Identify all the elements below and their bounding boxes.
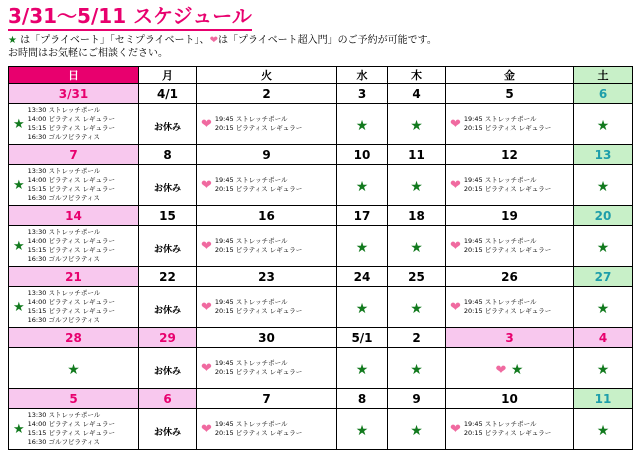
cell-thursday <box>388 348 446 389</box>
date-row <box>9 267 633 287</box>
off-label: お休み <box>153 122 181 133</box>
star-icon: ★ <box>13 177 25 193</box>
date-saturday: 4 <box>574 328 633 348</box>
date-thursday: 4 <box>388 84 446 104</box>
lesson-item: 20:15 ピラティス レギュラー <box>214 124 303 132</box>
lesson-cell-content <box>9 226 138 266</box>
lesson-item: 19:45 ストレッチポール <box>214 115 288 123</box>
cell-thursday <box>388 226 446 267</box>
star-icon: ★ <box>355 117 369 134</box>
lesson-item: 16:30 ゴルフピラティス <box>27 255 100 263</box>
header-friday: 金 <box>446 67 574 84</box>
lesson-item: 19:45 ストレッチポール <box>214 298 288 306</box>
cell-friday <box>446 165 574 206</box>
cell-saturday <box>574 104 633 145</box>
date-monday: 4/1 <box>139 84 197 104</box>
date-tuesday: 2 <box>197 84 337 104</box>
heart-icon: ❤ <box>201 238 212 254</box>
lesson-item: 19:45 ストレッチポール <box>214 237 288 245</box>
page-title: 3/31～5/11 スケジュール <box>8 4 252 28</box>
date-saturday: 13 <box>574 145 633 165</box>
lesson-item: 16:30 ゴルフピラティス <box>27 133 100 141</box>
lesson-list <box>215 359 302 377</box>
date-sunday: 3/31 <box>9 84 139 104</box>
star-icon: ★ <box>410 422 423 439</box>
cell-friday <box>446 104 574 145</box>
lesson-list <box>464 298 551 316</box>
date-thursday: 9 <box>388 389 446 409</box>
cell-friday <box>446 226 574 267</box>
schedule-row <box>9 348 633 389</box>
date-tuesday: 16 <box>197 206 337 226</box>
lesson-cell-content <box>446 165 573 205</box>
star-icon: ★ <box>355 422 369 439</box>
cell-monday <box>139 165 197 206</box>
lesson-item: 15:15 ピラティス レギュラー <box>27 246 116 254</box>
cell-tuesday <box>197 409 337 450</box>
cell-saturday <box>574 226 633 267</box>
lesson-item: 13:30 ストレッチポール <box>27 167 101 175</box>
star-icon: ★ <box>13 116 25 132</box>
off-label: お休み <box>153 366 181 377</box>
lesson-item: 14:00 ピラティス レギュラー <box>27 298 116 306</box>
star-icon: ★ <box>596 117 610 134</box>
date-sunday: 7 <box>9 145 139 165</box>
lesson-item: 14:00 ピラティス レギュラー <box>27 237 116 245</box>
lesson-item: 15:15 ピラティス レギュラー <box>27 124 116 132</box>
date-thursday: 11 <box>388 145 446 165</box>
star-icon: ★ <box>355 300 369 317</box>
star-icon: ★ <box>355 361 369 378</box>
date-friday: 5 <box>446 84 574 104</box>
cell-monday <box>139 226 197 267</box>
lesson-list <box>464 115 551 133</box>
star-icon: ★ <box>410 300 423 317</box>
lesson-item: 20:15 ピラティス レギュラー <box>463 429 552 437</box>
heart-icon: ❤ <box>450 177 461 193</box>
lesson-item: 13:30 ストレッチポール <box>27 228 101 236</box>
cell-wednesday <box>337 287 388 328</box>
lesson-cell-content <box>197 287 336 327</box>
lesson-item: 20:15 ピラティス レギュラー <box>214 429 303 437</box>
lesson-item: 20:15 ピラティス レギュラー <box>463 246 552 254</box>
lesson-cell-content <box>197 165 336 205</box>
lesson-item: 19:45 ストレッチポール <box>214 359 288 367</box>
lesson-cell-content <box>9 409 138 449</box>
date-sunday: 21 <box>9 267 139 287</box>
date-friday: 26 <box>446 267 574 287</box>
lesson-cell-content <box>197 226 336 266</box>
legend-text-1: は「プライベート」「セミプライベート」、 <box>20 35 210 46</box>
lesson-cell-content <box>197 348 336 388</box>
header-saturday: 土 <box>574 67 633 84</box>
lesson-item: 14:00 ピラティス レギュラー <box>27 115 116 123</box>
lesson-item: 20:15 ピラティス レギュラー <box>463 185 552 193</box>
heart-icon: ❤ <box>450 116 461 132</box>
lesson-list <box>215 115 302 133</box>
lesson-item: 20:15 ピラティス レギュラー <box>214 307 303 315</box>
cell-thursday <box>388 104 446 145</box>
lesson-item: 19:45 ストレッチポール <box>214 420 288 428</box>
cell-thursday <box>388 165 446 206</box>
header-tuesday: 火 <box>197 67 337 84</box>
date-friday: 3 <box>446 328 574 348</box>
lesson-list <box>215 298 302 316</box>
lesson-item: 15:15 ピラティス レギュラー <box>27 185 116 193</box>
star-icon: ★ <box>596 178 610 195</box>
star-icon: ★ <box>355 239 369 256</box>
date-sunday: 14 <box>9 206 139 226</box>
date-friday: 10 <box>446 389 574 409</box>
star-icon: ★ <box>13 421 25 437</box>
cell-sunday <box>9 165 139 206</box>
star-icon: ★ <box>410 178 423 195</box>
lesson-cell-content <box>197 409 336 449</box>
heart-icon: ❤ <box>450 299 461 315</box>
lesson-list <box>28 289 115 325</box>
lesson-item: 15:15 ピラティス レギュラー <box>27 307 116 315</box>
cell-saturday <box>574 409 633 450</box>
cell-sunday <box>9 287 139 328</box>
off-label: お休み <box>153 427 181 438</box>
cell-tuesday <box>197 226 337 267</box>
heart-icon: ❤ <box>201 360 212 376</box>
cell-sunday <box>9 104 139 145</box>
header-sunday: 日 <box>9 67 139 84</box>
date-saturday: 20 <box>574 206 633 226</box>
date-tuesday: 23 <box>197 267 337 287</box>
date-monday: 29 <box>139 328 197 348</box>
off-label: お休み <box>153 183 181 194</box>
off-label: お休み <box>153 305 181 316</box>
lesson-cell-content <box>9 104 138 144</box>
cell-wednesday <box>337 104 388 145</box>
lesson-list <box>464 176 551 194</box>
date-wednesday: 5/1 <box>337 328 388 348</box>
heart-icon: ❤ <box>201 116 212 132</box>
schedule-row <box>9 104 633 145</box>
date-saturday: 6 <box>574 84 633 104</box>
lesson-cell-content <box>446 226 573 266</box>
date-saturday: 27 <box>574 267 633 287</box>
lesson-item: 13:30 ストレッチポール <box>27 106 101 114</box>
date-row <box>9 389 633 409</box>
date-friday: 12 <box>446 145 574 165</box>
lesson-item: 19:45 ストレッチポール <box>463 237 537 245</box>
lesson-list <box>28 167 115 203</box>
cell-saturday <box>574 287 633 328</box>
date-sunday: 5 <box>9 389 139 409</box>
cell-saturday <box>574 165 633 206</box>
cell-tuesday <box>197 165 337 206</box>
cell-saturday <box>574 348 633 389</box>
date-monday: 15 <box>139 206 197 226</box>
off-label: お休み <box>153 244 181 255</box>
date-tuesday: 7 <box>197 389 337 409</box>
date-tuesday: 9 <box>197 145 337 165</box>
star-icon: ★ <box>13 299 25 315</box>
cell-friday <box>446 348 574 389</box>
cell-sunday <box>9 409 139 450</box>
star-icon: ★ <box>410 117 423 134</box>
date-thursday: 18 <box>388 206 446 226</box>
cell-friday <box>446 287 574 328</box>
lesson-list <box>215 237 302 255</box>
cell-monday <box>139 287 197 328</box>
lesson-item: 16:30 ゴルフピラティス <box>27 316 100 324</box>
legend-note <box>8 35 437 47</box>
schedule-table <box>8 66 633 450</box>
lesson-item: 20:15 ピラティス レギュラー <box>214 185 303 193</box>
date-row <box>9 84 633 104</box>
cell-monday <box>139 409 197 450</box>
lesson-cell-content <box>197 104 336 144</box>
lesson-list <box>464 420 551 438</box>
heart-icon: ❤ <box>209 35 218 46</box>
heart-icon: ❤ <box>495 362 507 378</box>
cell-wednesday <box>337 409 388 450</box>
star-icon: ★ <box>596 361 610 378</box>
schedule-row <box>9 165 633 206</box>
date-tuesday: 30 <box>197 328 337 348</box>
heart-icon: ❤ <box>201 299 212 315</box>
cell-friday <box>446 409 574 450</box>
lesson-list <box>215 176 302 194</box>
date-wednesday: 8 <box>337 389 388 409</box>
cell-wednesday <box>337 348 388 389</box>
lesson-item: 20:15 ピラティス レギュラー <box>463 307 552 315</box>
star-icon: ★ <box>506 361 524 378</box>
heart-icon: ❤ <box>450 421 461 437</box>
lesson-item: 19:45 ストレッチポール <box>214 176 288 184</box>
lesson-cell-content <box>446 104 573 144</box>
lesson-item: 20:15 ピラティス レギュラー <box>463 124 552 132</box>
lesson-list <box>215 420 302 438</box>
cell-monday <box>139 348 197 389</box>
lesson-item: 14:00 ピラティス レギュラー <box>27 176 116 184</box>
star-icon: ★ <box>355 178 369 195</box>
lesson-item: 13:30 ストレッチポール <box>27 289 101 297</box>
star-icon: ★ <box>67 361 80 378</box>
date-row <box>9 145 633 165</box>
lesson-list <box>28 106 115 142</box>
date-wednesday: 24 <box>337 267 388 287</box>
star-icon: ★ <box>13 238 25 254</box>
lesson-item: 16:30 ゴルフピラティス <box>27 438 100 446</box>
date-sunday: 28 <box>9 328 139 348</box>
lesson-item: 20:15 ピラティス レギュラー <box>214 246 303 254</box>
legend-text-2: は「プライベート超入門」のご予約が可能です。 <box>217 35 437 46</box>
header-monday: 月 <box>139 67 197 84</box>
star-icon: ★ <box>8 35 17 46</box>
cell-wednesday <box>337 165 388 206</box>
date-monday: 6 <box>139 389 197 409</box>
star-icon: ★ <box>410 361 423 378</box>
lesson-cell-content <box>9 165 138 205</box>
header-thursday: 木 <box>388 67 446 84</box>
schedule-row <box>9 409 633 450</box>
date-thursday: 2 <box>388 328 446 348</box>
date-wednesday: 10 <box>337 145 388 165</box>
date-wednesday: 17 <box>337 206 388 226</box>
weekday-header-row <box>9 67 633 84</box>
heart-icon: ❤ <box>201 421 212 437</box>
date-saturday: 11 <box>574 389 633 409</box>
star-icon: ★ <box>596 239 610 256</box>
lesson-cell-content <box>9 287 138 327</box>
date-monday: 8 <box>139 145 197 165</box>
lesson-item: 14:00 ピラティス レギュラー <box>27 420 116 428</box>
lesson-item: 19:45 ストレッチポール <box>463 298 537 306</box>
date-monday: 22 <box>139 267 197 287</box>
heart-icon: ❤ <box>450 238 461 254</box>
lesson-cell-content <box>446 409 573 449</box>
cell-monday <box>139 104 197 145</box>
cell-tuesday <box>197 104 337 145</box>
date-friday: 19 <box>446 206 574 226</box>
schedule-row <box>9 226 633 267</box>
heart-icon: ❤ <box>201 177 212 193</box>
lesson-item: 19:45 ストレッチポール <box>463 115 537 123</box>
cell-wednesday <box>337 226 388 267</box>
cell-sunday <box>9 348 139 389</box>
date-wednesday: 3 <box>337 84 388 104</box>
lesson-list <box>28 228 115 264</box>
consult-note: お時間はお気軽にご相談ください。 <box>8 48 168 59</box>
header-wednesday: 水 <box>337 67 388 84</box>
date-row <box>9 328 633 348</box>
lesson-cell-content <box>446 287 573 327</box>
star-icon: ★ <box>596 300 610 317</box>
cell-thursday <box>388 409 446 450</box>
lesson-item: 20:15 ピラティス レギュラー <box>214 368 303 376</box>
cell-thursday <box>388 287 446 328</box>
title-underline <box>8 29 252 31</box>
cell-tuesday <box>197 348 337 389</box>
lesson-item: 15:15 ピラティス レギュラー <box>27 429 116 437</box>
lesson-item: 13:30 ストレッチポール <box>27 411 101 419</box>
schedule-row <box>9 287 633 328</box>
date-thursday: 25 <box>388 267 446 287</box>
star-icon: ★ <box>410 239 423 256</box>
lesson-item: 19:45 ストレッチポール <box>463 420 537 428</box>
lesson-list <box>28 411 115 447</box>
cell-sunday <box>9 226 139 267</box>
lesson-item: 16:30 ゴルフピラティス <box>27 194 100 202</box>
date-row <box>9 206 633 226</box>
lesson-item: 19:45 ストレッチポール <box>463 176 537 184</box>
star-icon: ★ <box>596 422 610 439</box>
lesson-list <box>464 237 551 255</box>
cell-tuesday <box>197 287 337 328</box>
